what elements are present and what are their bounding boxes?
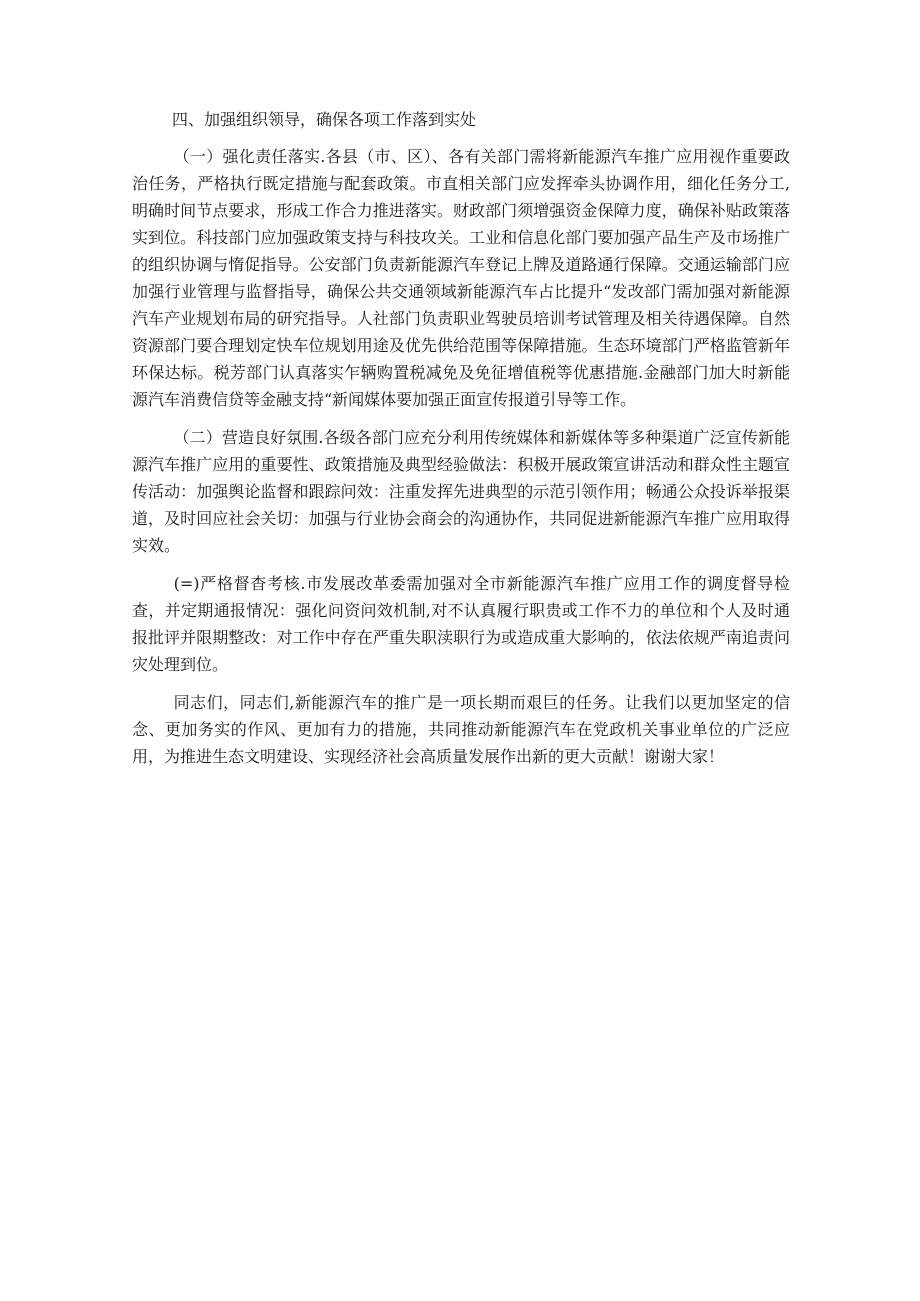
paragraph-responsibility: （一）强化责任落实.各县（市、区）、各有关部门需将新能源汽车推广应用视作重要政治任务，严格执行既定措施与配套政策。市直相关部门应发挥牵头协调作用，细化任务分工,明确时间节点要求，形成工作合力推进落实。财政部门须增强资金保障力度，确保补贴政策落实到位。科技部门应加强政策支持与科技攻关。工业和信息化部门要加强产品生产及市场推广的组织协调与惰促指导。公安部门负责新能源汽车登记上牌及道路通行保障。交通运输部门应加强行业管理与监督指导，确保公共交通领域新能源汽车占比提升“发改部门需加强对新能源汽车产业规划布局的研究指导。人社部门负责职业驾驶员培训考试管理及相关待遇保障。自然资源部门要合理划定快车位规划用途及优先供给范围等保障措施。生态环境部门严格监管新年环保达标。税芳部门认真落实乍辆购置税减免及免征增值税等优惠措施.金融部门加大时新能源汽车消费信贷等金融支持“新闻媒体要加强正面宣传报道引导等工作。 bbox=[132, 147, 790, 409]
document-body bbox=[132, 106, 790, 781]
paragraph-closing: 同志们，同志们,新能源汽车的推广是一项长期而艰巨的任务。让我们以更加坚定的信念、更加务实的作风、更加有力的措施，共同推动新能源汽车在党政机关事业单位的广泛应用，为推进生态文明建设、实现经济社会高质量发展作出新的更大贡献！谢谢大家！ bbox=[132, 693, 790, 766]
paragraph-supervision: (=)严格督杳考核.市发展改革委需加强对全市新能源汽车推广应用工作的调度督导检查，并定期通报情况：强化问资问效机制,对不认真履行职贵或工作不力的单位和个人及时通报批评并限期整改：对工作中存在严重失职渎职行为或造成重大影响的，依法依规严南追责问灾处理到位。 bbox=[132, 574, 790, 674]
paragraph-atmosphere: （二）营造良好氛围.各级各部门应充分利用传统媒体和新媒体等多种渠道广泛宣传新能源汽车推广应用的重要性、政策措施及典型经验做法：积极开展政策宣讲活动和群众性主题宣传活动：加强舆论监督和跟踪问效：注重发挥先进典型的示范引领作用；畅通公众投诉举报渠道，及时回应社会关切：加强与行业协会商会的沟通协作，共同促进新能源汽车推广应用取得实效。 bbox=[132, 428, 790, 555]
section-heading: 四、加强组织领导，确保各项工作落到实处 bbox=[172, 110, 477, 129]
